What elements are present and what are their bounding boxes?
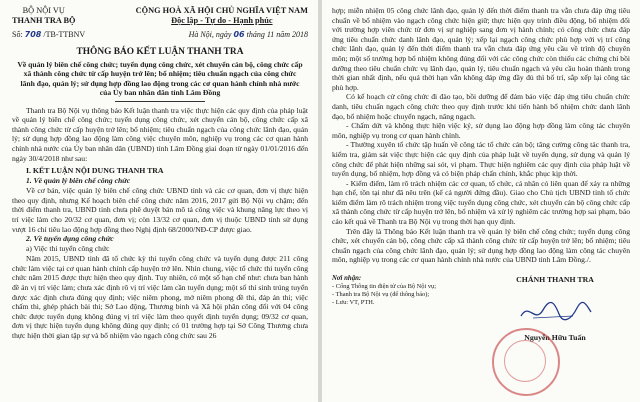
item-heading-2: 2. Về tuyển dụng công chức — [26, 234, 114, 244]
date-day: 06 — [233, 30, 245, 39]
recipient-item: - Thanh tra Bộ Nội vụ (để thông báo); — [332, 291, 430, 299]
handwritten-signature — [515, 298, 595, 326]
number-label: Số: — [12, 30, 23, 39]
intro-paragraph: Thanh tra Bộ Nội vụ thông báo Kết luận thanh tra việc thực hiện các quy định của pháp luật về quản lý biên chế công chức; tuyển dụng công chức, xét chuyển cán bộ, công chức cấp xã thành công chức từ cấp huyện trở lên; bổ nhiệm; tiêu chuẩn ngạch của công chức lãnh đạo, quản lý; sử dụng hợp đồng lao động làm công việc chuyên môn, nghiệp vụ trong các cơ quan hành chính nhà nước của Ủy ban nhân dân (UBND) tỉnh Lâm Đồng giai đoạn từ ngày 01/01/2016 đến ngày 30/4/2018 như sau: — [12, 105, 308, 163]
signer-name: Nguyễn Hữu Tuấn — [524, 333, 586, 343]
document-subtitle: Về quản lý biên chế công chức; tuyển dụng công chức, xét chuyển cán bộ, công chức cấp xã thành công chức từ cấp huyện trở lên; bổ nhiệm; tiêu chuẩn ngạch của công chức lãnh đạo, quản lý; sử dụng hợp đồng lao động trong các cơ quan hành chính nhà nước của Ủy ban nhân dân tỉnh Lâm Đồng — [17, 60, 303, 98]
right-paragraph-5: - Kiểm điểm, làm rõ trách nhiệm các cơ quan, tổ chức, cá nhân có liên quan để xảy ra những hạn chế, tồn tại như đã nêu trên (kể cả người đứng đầu). Giao cho Chủ tịch UBND tỉnh tổ chức kiểm điểm làm rõ trách nhiệm trong việc tuyển dụng công chức, xét chuyển cán bộ công chức cấp xã thành công chức từ cấp huyện trở lên, bổ nhiệm và xử lý nghiêm các trường hợp sai phạm, báo cáo kết quả về Thanh tra Bộ Nội vụ trong thời hạn quy định. — [332, 178, 630, 227]
number-suffix: /TB-TTBNV — [43, 30, 86, 39]
national-heading — [136, 6, 308, 26]
signer-block — [480, 275, 630, 342]
document-header — [12, 6, 308, 26]
number-value: 708 — [24, 30, 42, 39]
signer-role: CHÁNH THANH TRA — [516, 275, 594, 285]
date-suffix: tháng 11 năm 2018 — [246, 30, 308, 39]
recipients-block — [332, 275, 472, 342]
document-number — [12, 28, 85, 41]
recipient-item: - Lưu: VT, PTH. — [332, 299, 375, 307]
recipients-title: Nơi nhận: — [332, 275, 362, 283]
date-prefix: Hà Nội, ngày — [188, 30, 232, 39]
official-seal — [492, 328, 560, 396]
right-paragraph-4: - Thường xuyên tổ chức tập huấn về công tác tổ chức cán bộ; tăng cường công tác thanh tra, kiểm tra, giám sát việc thực hiện các quy định của pháp luật về tuyển dụng, sử dụng và quản lý công chức để phát hiện những sai sót, vi phạm. Thực hiện nghiêm các quy định của pháp luật về tuyển dụng, bổ nhiệm, hợp đồng và có biện pháp chấn chỉnh, khắc phục kịp thời. — [332, 140, 630, 179]
item-heading-2a: a) Việc thi tuyển công chức — [26, 244, 110, 254]
section-heading: I. KẾT LUẬN NỘI DUNG THANH TRA — [26, 166, 164, 176]
document-page-right — [322, 0, 640, 402]
inspectorate-name: THANH TRA BỘ — [12, 16, 76, 25]
document-page-left — [0, 0, 318, 402]
right-paragraph-6: Trên đây là Thông báo Kết luận thanh tra về quản lý biên chế công chức; tuyển dụng công chức, xét chuyển cán bộ, công chức cấp xã thành công chức từ cấp huyện trở lên; bổ nhiệm; tiêu chuẩn ngạch của công chức lãnh đạo, quản lý; sử dụng hợp đồng lao động làm công tác chuyên môn, nghiệp vụ trong các cơ quan hành chính nhà nước của UBND tỉnh Lâm Đồng./. — [332, 226, 630, 265]
issuer-block — [12, 6, 75, 26]
document-title: THÔNG BÁO KẾT LUẬN THANH TRA — [76, 47, 244, 57]
right-paragraph-2: Có kế hoạch cử công chức đi đào tạo, bồi dưỡng để đảm bảo việc đáp ứng tiêu chuẩn chức danh, tiêu chuẩn ngạch công chức theo quy định trước khi tiến hành bổ nhiệm chức danh lãnh đạo, bổ nhiệm hoặc chuyển ngạch, nâng ngạch. — [332, 92, 630, 121]
signature-area — [332, 275, 630, 342]
seal-inner-ring — [504, 340, 546, 382]
paragraph-1: Về cơ bản, việc quản lý biên chế công chức UBND tỉnh và các cơ quan, đơn vị thực hiện theo quy định, nhưng Kế hoạch biên chế công chức năm 2016, 2017 gửi Bộ Nội vụ chậm; đến thời điểm thanh tra, UBND tỉnh chưa phê duyệt bản mô tả công việc và khung năng lực theo vị trí việc làm cho 20/32 cơ quan, đơn vị; còn 13/32 cơ quan, đơn vị thuộc UBND tỉnh sử dụng vượt 16 chỉ tiêu lao động hợp đồng theo Nghị định 68/2000/NĐ-CP được giao. — [12, 186, 308, 234]
title-divider — [115, 101, 205, 102]
document-date — [189, 28, 308, 41]
recipient-item: - Cổng Thông tin điện tử của Bộ Nội vụ; — [332, 283, 436, 291]
national-motto: Độc lập - Tự do - Hạnh phúc — [171, 16, 273, 25]
right-paragraph-1: hợp; miễn nhiệm 05 công chức lãnh đạo, quản lý đến thời điểm thanh tra vẫn chưa đáp ứng tiêu chuẩn về bổ nhiệm vào ngạch công chức hiện giữ; thực hiện quy trình điều động, bổ nhiệm đối với trường hợp viên chức từ đơn vị sự nghiệp sang đơn vị hành chính; có công chức chưa đáp ứng tiêu chuẩn chức danh lãnh đạo, quản lý; xếp lại ngạch công chức phù hợp với vị trí công chức lãnh đạo, quản lý đến thời điểm thanh tra vẫn chưa đáp ứng yêu cầu về trình độ chuyên môn; một số trường hợp bổ nhiệm không đúng đối với các công chức còn thiếu các chứng chỉ bồi dưỡng theo tiêu chuẩn chức vụ lãnh đạo, quản lý, tiêu chuẩn ngạch và yêu cầu hoàn thành trong thời gian nhất định, nếu quá thời hạn vẫn không đáp ứng đầy đủ thì bố trí, sắp xếp lại công tác phù hợp. — [332, 6, 630, 92]
document-meta — [12, 28, 308, 41]
right-paragraph-3: - Chấm dứt và không thực hiện việc ký, sử dụng lao động hợp đồng làm công tác chuyên môn, nghiệp vụ trong cơ quan hành chính. — [332, 121, 630, 140]
country-name: CỘNG HOÀ XÃ HỘI CHỦ NGHĨA VIỆT NAM — [135, 6, 308, 15]
paragraph-2: Năm 2015, UBND tỉnh đã tổ chức kỳ thi tuyển công chức và tuyển dụng được 211 công chức làm việc tại cơ quan hành chính cấp huyện trở lên. Nhìn chung, việc tổ chức thi tuyển công chức năm 2015 được thực hiện theo quy định. Tuy nhiên, có một số hạn chế như: chưa ban hành đề án vị trí việc làm; chưa xác định rõ vị trí việc làm cần tuyển dụng; một số thí sinh trúng tuyển được xác định chưa đúng quy định; việc niêm phong, mở niêm phong đề thi, đáp án thi; việc chấm thi, ghép phách bài thi; Sở Lao động, Thương binh và Xã hội phân công đối với 04 công chức được tuyển dụng không đúng vị trí việc làm theo quyết định tuyển dụng; 09/32 cơ quan, đơn vị thực hiện tuyển dụng không đúng quy định; có 01 trường hợp tại Sở Công Thương chưa thực hiện thời gian tập sự và bổ nhiệm vào ngạch công chức sau 26 — [12, 254, 308, 340]
item-heading-1: 1. Về quản lý biên chế công chức — [26, 176, 131, 186]
ministry-name: BỘ NỘI VỤ — [22, 6, 65, 15]
